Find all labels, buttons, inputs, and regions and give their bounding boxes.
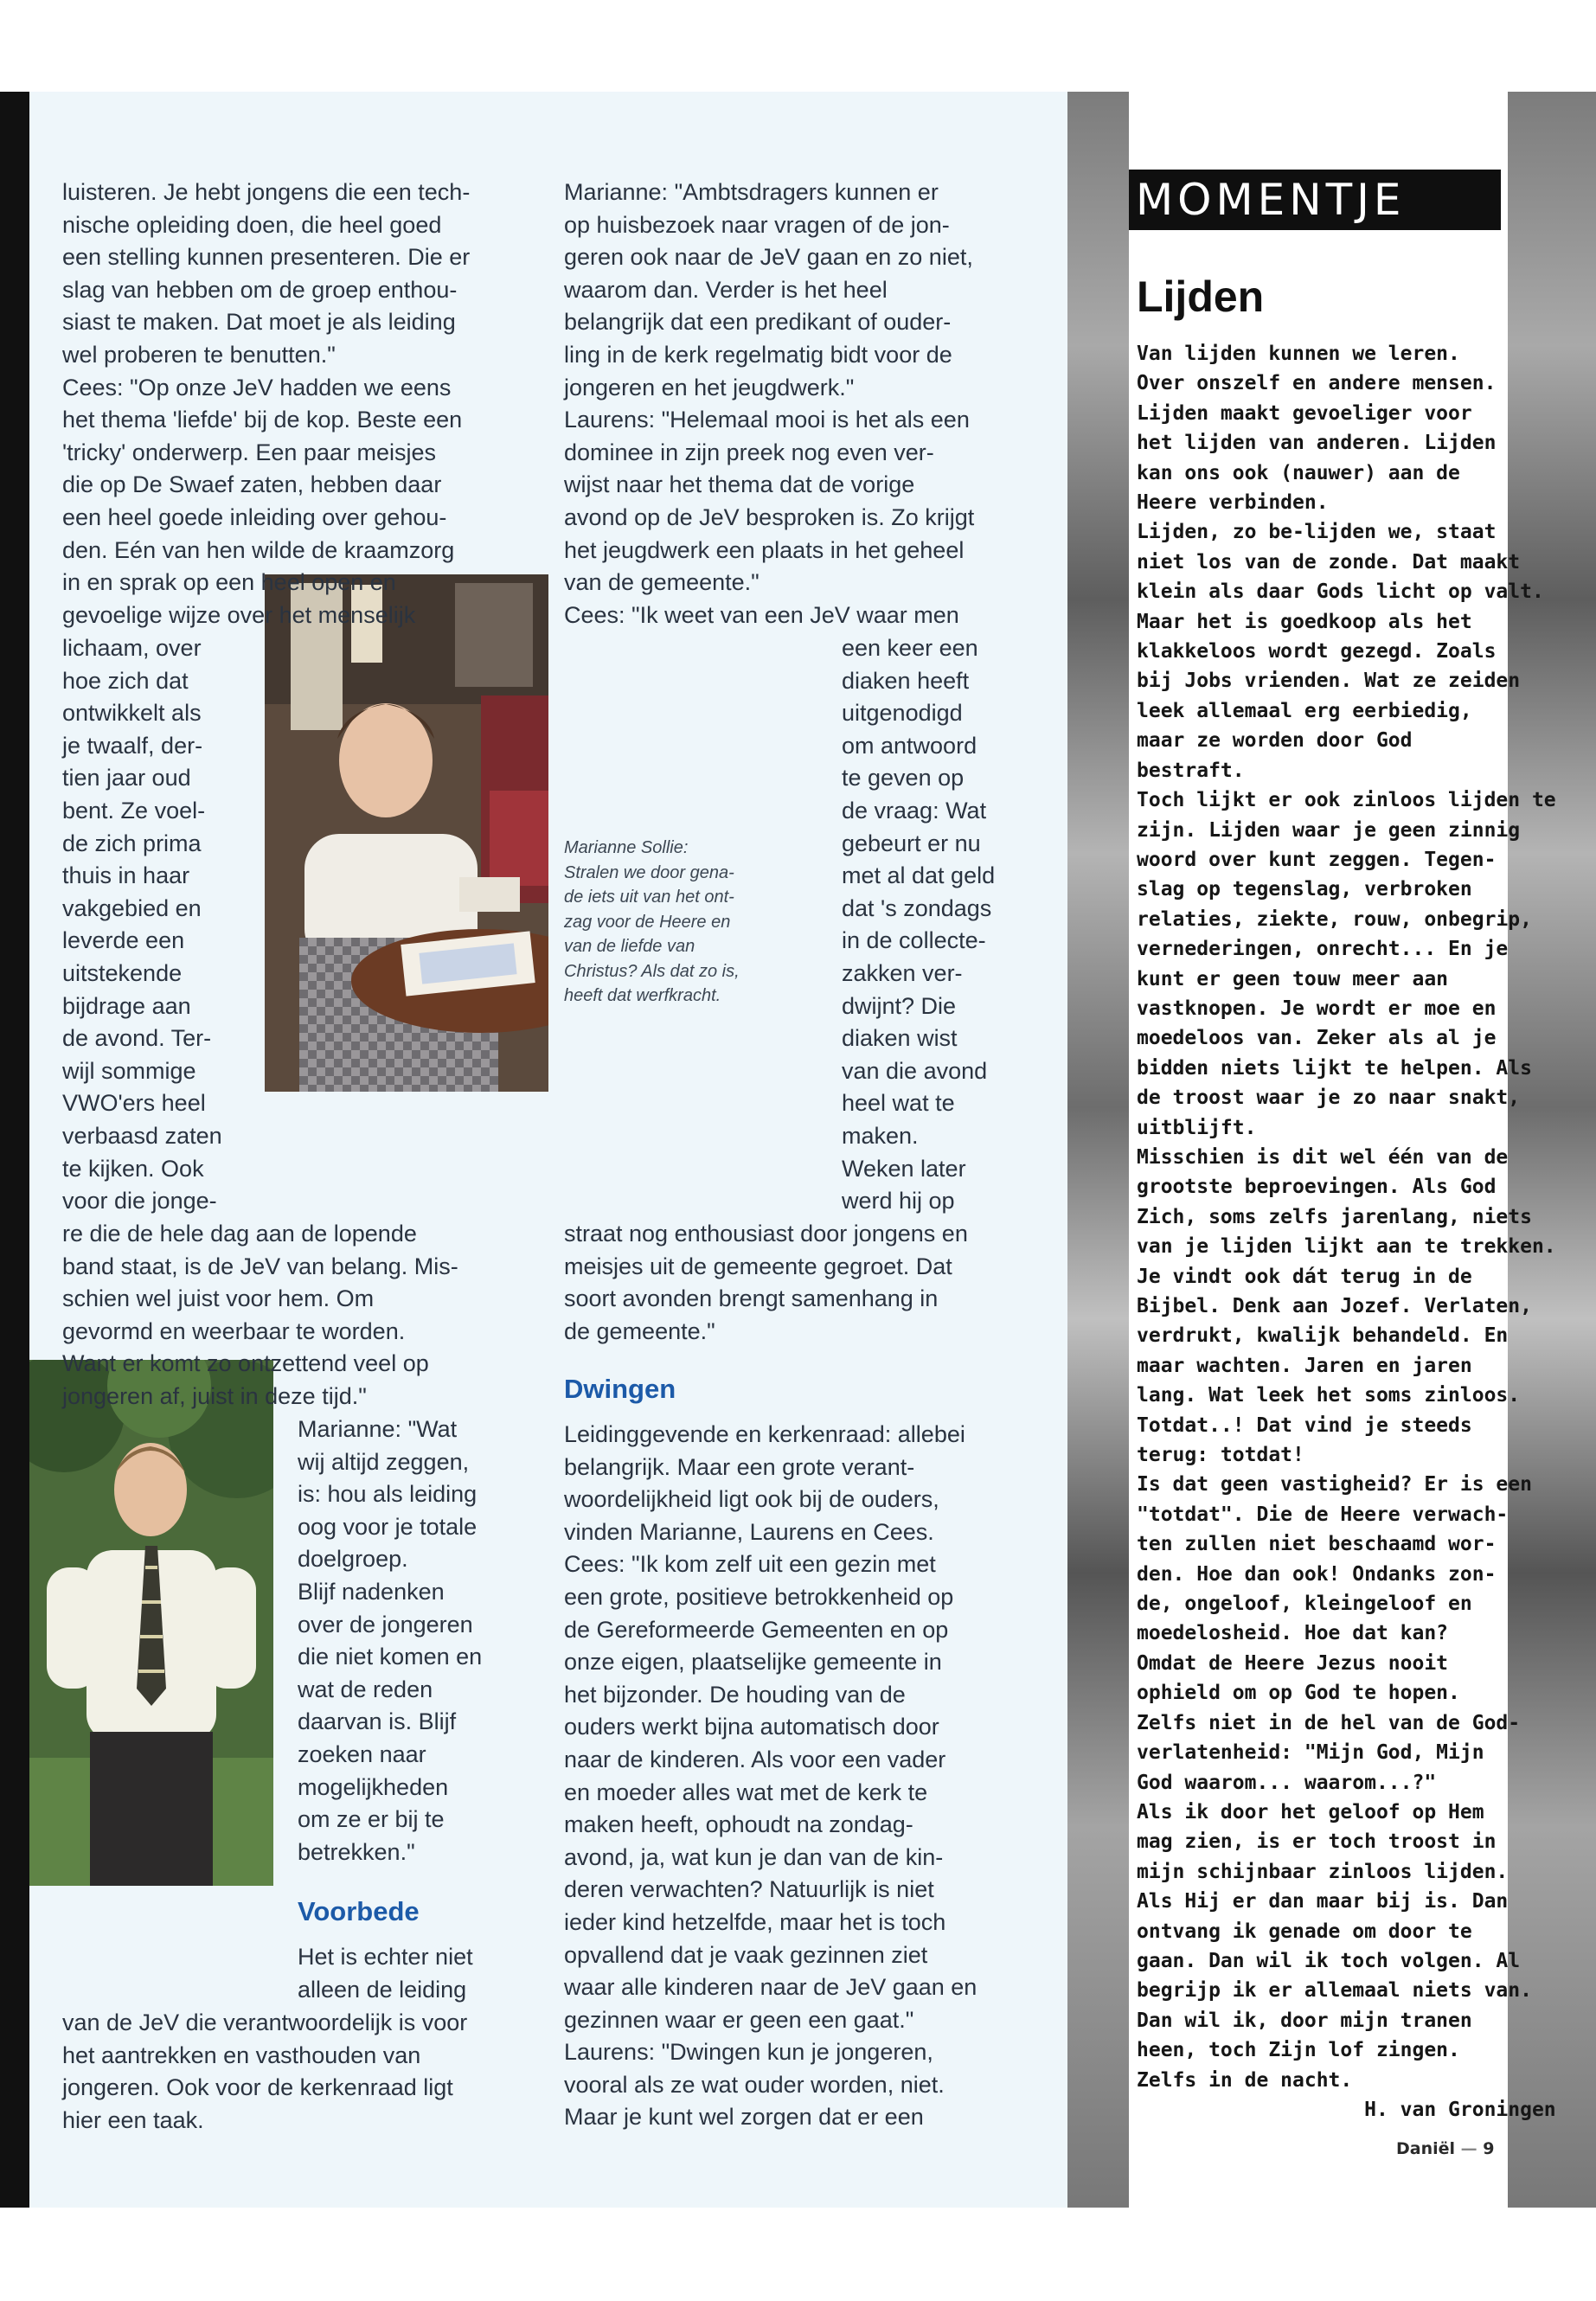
- text-line: Blijf nadenken: [298, 1578, 445, 1605]
- text-line: Laurens: "Dwingen kun je jongeren,: [564, 2039, 933, 2066]
- text-line: band staat, is de JeV van belang. Mis-: [62, 1253, 458, 1279]
- sidebar-line: het lijden van anderen. Lijden: [1137, 432, 1497, 455]
- text-line: de Gereformeerde Gemeenten en op: [564, 1616, 949, 1643]
- text-line: voor die jonge-: [62, 1188, 217, 1215]
- text-line: belangrijk dat een predikant of ouder-: [564, 309, 952, 336]
- text-line: Leidinggevende en kerkenraad: allebei: [564, 1421, 965, 1447]
- column-1-middle: [62, 1218, 458, 1413]
- text-line: uitstekende: [62, 959, 183, 986]
- text-line: Christus? Als dat zo is,: [564, 961, 740, 981]
- text-line: de zich prima: [62, 830, 202, 856]
- sidebar-line: Je vindt ook dát terug in de: [1137, 1265, 1472, 1288]
- text-line: VWO'ers heel: [62, 1090, 206, 1117]
- text-line: een keer een: [842, 635, 978, 661]
- text-line: Cees: "Op onze JeV hadden we eens: [62, 374, 452, 401]
- text-line: thuis in haar: [62, 862, 190, 889]
- magazine-name: Daniël: [1396, 2139, 1456, 2158]
- sidebar-line: "totdat". Die de Heere verwach-: [1137, 1503, 1509, 1526]
- sidebar-line: kunt er geen touw meer aan: [1137, 967, 1449, 990]
- sidebar-line: vastknopen. Je wordt er moe en: [1137, 997, 1497, 1020]
- text-line: diaken wist: [842, 1025, 958, 1052]
- text-line: Marianne: "Wat: [298, 1416, 458, 1442]
- sidebar-line: de troost waar je zo naar snakt,: [1137, 1086, 1521, 1110]
- text-line: soort avonden brengt samenhang in: [564, 1285, 939, 1312]
- text-line: ouders werkt bijna automatisch door: [564, 1714, 939, 1740]
- sidebar-line: den. Hoe dan ook! Ondanks zon-: [1137, 1562, 1497, 1586]
- text-line: heel wat te: [842, 1090, 955, 1117]
- text-line: Cees: "Ik kom zelf uit een gezin met: [564, 1551, 936, 1578]
- sidebar-line: bestraft.: [1137, 759, 1245, 782]
- text-line: schien wel juist voor hem. Om: [62, 1285, 375, 1312]
- sidebar-line: kan ons ook (nauwer) aan de: [1137, 461, 1460, 484]
- text-line: belangrijk. Maar een grote verant-: [564, 1453, 915, 1480]
- text-line: het aantrekken en vasthouden van: [62, 2041, 421, 2068]
- column-2-top: [564, 176, 974, 631]
- text-line: te kijken. Ook: [62, 1155, 204, 1182]
- text-line: oog voor je totale: [298, 1513, 478, 1540]
- text-line: re die de hele dag aan de lopende: [62, 1221, 417, 1247]
- text-line: daarvan is. Blijf: [298, 1708, 457, 1735]
- column-2-bottom: [564, 1419, 977, 2134]
- sidebar-line: ontvang ik genade om door te: [1137, 1920, 1472, 1943]
- text-line: wijst naar het thema dat de vorige: [564, 471, 915, 498]
- sidebar-line: terug: totdat!: [1137, 1444, 1304, 1467]
- sidebar-line: ten zullen niet beschaamd wor-: [1137, 1533, 1497, 1556]
- text-line: Cees: "Ik weet van een JeV waar men: [564, 601, 959, 628]
- text-line: werd hij op: [842, 1188, 955, 1215]
- text-line: den. Eén van hen wilde de kraamzorg: [62, 536, 455, 563]
- text-line: gebeurt er nu: [842, 830, 981, 856]
- text-line: een heel goede inleiding over gehou-: [62, 503, 447, 530]
- text-line: vooral als ze wat ouder worden, niet.: [564, 2071, 945, 2098]
- sidebar-line: Toch lijkt er ook zinloos lijden te: [1137, 789, 1556, 812]
- sidebar-line: bidden niets lijkt te helpen. Als: [1137, 1056, 1532, 1080]
- text-line: over de jongeren: [298, 1611, 473, 1638]
- text-line: Want er komt zo ontzettend veel op: [62, 1350, 429, 1377]
- text-line: die niet komen en: [298, 1644, 483, 1670]
- sidebar-line: de, ongeloof, kleingeloof en: [1137, 1593, 1472, 1616]
- sidebar-line: Lijden maakt gevoeliger voor: [1137, 401, 1472, 425]
- sidebar-line: Omdat de Heere Jezus nooit: [1137, 1651, 1449, 1675]
- text-line: deren verwachten? Natuurlijk is niet: [564, 1876, 934, 1903]
- sidebar-line: Bijbel. Denk aan Jozef. Verlaten,: [1137, 1295, 1532, 1317]
- sidebar-line: heen, toch Zijn lof zingen.: [1137, 2039, 1460, 2062]
- text-line: gezinnen waar er geen een gaat.": [564, 2006, 914, 2033]
- page-edge-strip: [0, 92, 29, 2208]
- text-line: betrekken.": [298, 1838, 415, 1865]
- sidebar-line: zijn. Lijden waar je geen zinnig: [1137, 818, 1521, 842]
- sidebar-line: maar wachten. Jaren en jaren: [1137, 1354, 1472, 1377]
- text-line: avond, ja, wat kun je dan van de kin-: [564, 1843, 944, 1870]
- sidebar-line: uitblijft.: [1137, 1116, 1257, 1139]
- text-line: die op De Swaef zaten, hebben daar: [62, 471, 442, 498]
- text-line: zoeken naar: [298, 1740, 426, 1767]
- sidebar-line: Over onszelf en andere mensen.: [1137, 372, 1497, 395]
- text-line: lichaam, over: [62, 635, 202, 661]
- sidebar-line: grootste beproevingen. Als God: [1137, 1176, 1497, 1199]
- text-line: gevormd en weerbaar te worden.: [62, 1317, 406, 1344]
- text-line: ontwikkelt als: [62, 700, 202, 727]
- text-line: het jeugdwerk een plaats in het geheel: [564, 536, 965, 563]
- sidebar-line: Is dat geen vastigheid? Er is een: [1137, 1473, 1532, 1497]
- text-line: 'tricky' onderwerp. Een paar meisjes: [62, 439, 436, 465]
- text-line: zakken ver-: [842, 959, 963, 986]
- sidebar-line: woord over kunt zeggen. Tegen-: [1137, 848, 1497, 871]
- text-line: de avond. Ter-: [62, 1025, 212, 1052]
- sidebar-line: slag op tegenslag, verbroken: [1137, 878, 1472, 901]
- text-line: doelgroep.: [298, 1546, 408, 1573]
- sidebar-section-title: MOMENTJE: [1136, 175, 1406, 225]
- text-line: maken.: [842, 1122, 919, 1149]
- text-line: naar de kinderen. Als voor een vader: [564, 1746, 946, 1772]
- text-line: je twaalf, der-: [62, 732, 203, 759]
- sidebar-line: van je lijden lijkt aan te trekken.: [1137, 1235, 1556, 1259]
- text-line: vakgebied en: [62, 894, 202, 921]
- text-line: van die avond: [842, 1057, 988, 1084]
- sidebar-line: Heere verbinden.: [1137, 491, 1329, 515]
- text-line: op huisbezoek naar vragen of de jon-: [564, 211, 950, 238]
- sidebar-line: Maar het is goedkoop als het: [1137, 610, 1472, 633]
- text-line: maken heeft, ophoudt na zondag-: [564, 1811, 913, 1838]
- sidebar-line: Zelfs in de nacht.: [1137, 2068, 1353, 2092]
- heading-dwingen: Dwingen: [564, 1374, 676, 1404]
- text-line: de iets uit van het ont-: [564, 888, 734, 907]
- text-line: Maar je kunt wel zorgen dat er een: [564, 2104, 924, 2131]
- text-line: wij altijd zeggen,: [298, 1448, 470, 1475]
- text-line: van de gemeente.": [564, 569, 760, 596]
- text-line: uitgenodigd: [842, 700, 963, 727]
- text-line: waarom dan. Verder is het heel: [564, 276, 888, 303]
- text-line: in en sprak op een heel open en: [62, 569, 396, 596]
- text-line: ieder kind hetzelfde, maar het is toch: [564, 1908, 946, 1935]
- text-line: het thema 'liefde' bij de kop. Beste een: [62, 407, 463, 433]
- text-line: geren ook naar de JeV gaan en zo niet,: [564, 244, 973, 271]
- text-line: een grote, positieve betrokkenheid op: [564, 1583, 954, 1610]
- sidebar-line: klein als daar Gods licht op valt.: [1137, 580, 1544, 604]
- text-line: opvallend dat je vaak gezinnen ziet: [564, 1941, 928, 1968]
- text-line: avond op de JeV besproken is. Zo krijgt: [564, 503, 975, 530]
- text-line: hier een taak.: [62, 2106, 204, 2133]
- text-line: diaken heeft: [842, 667, 970, 694]
- text-line: jongeren af, juist in deze tijd.": [62, 1382, 367, 1409]
- text-line: om ze er bij te: [298, 1806, 445, 1833]
- page-number: 9: [1483, 2139, 1495, 2158]
- sidebar-line: vernederingen, onrecht... En je: [1137, 938, 1509, 961]
- sidebar-line: Zelfs niet in de hel van de God-: [1137, 1711, 1521, 1734]
- sidebar-title: Lijden: [1137, 272, 1265, 321]
- column-2-middle: [564, 1218, 968, 1348]
- sidebar-line: mijn schijnbaar zinloos lijden.: [1137, 1860, 1509, 1883]
- sidebar-line: ophield om op God te hopen.: [1137, 1682, 1460, 1705]
- column-2-wrap-around-caption: [842, 632, 995, 1218]
- text-line: straat nog enthousiast door jongens en: [564, 1221, 968, 1247]
- text-line: in de collecte-: [842, 927, 986, 954]
- text-line: Het is echter niet: [298, 1944, 473, 1970]
- text-line: Stralen we door gena-: [564, 862, 734, 882]
- text-line: siast te maken. Dat moet je als leiding: [62, 309, 456, 336]
- sidebar-line: verlatenheid: "Mijn God, Mijn: [1137, 1741, 1484, 1765]
- photo-laurens: [29, 1360, 273, 1886]
- text-line: Marianne: "Ambtsdragers kunnen er: [564, 179, 939, 205]
- sidebar-line: Als ik door het geloof op Hem: [1137, 1800, 1484, 1823]
- text-line: slag van hebben om de groep enthou-: [62, 276, 458, 303]
- column-1-top: [62, 176, 470, 631]
- sidebar-line: verdrukt, kwalijk behandeld. En: [1137, 1324, 1509, 1348]
- column-1-wrap-around-photo: [62, 632, 222, 1218]
- text-line: wat de reden: [298, 1676, 433, 1702]
- text-line: het bijzonder. De houding van de: [564, 1681, 906, 1708]
- page-footer: Daniël — 9: [1396, 2139, 1495, 2158]
- sidebar-line: Totdat..! Dat vind je steeds: [1137, 1413, 1472, 1437]
- sidebar-line: Dan wil ik, door mijn tranen: [1137, 2009, 1472, 2032]
- text-line: Weken later: [842, 1155, 966, 1182]
- text-line: van de JeV die verantwoordelijk is voor: [62, 2009, 468, 2035]
- text-line: wijl sommige: [62, 1057, 196, 1084]
- text-line: de gemeente.": [564, 1317, 715, 1344]
- sidebar-line: lang. Wat leek het soms zinloos.: [1137, 1384, 1521, 1407]
- text-line: nische opleiding doen, die heel goed: [62, 211, 442, 238]
- sidebar-line: leek allemaal erg eerbiedig,: [1137, 699, 1472, 722]
- text-line: bent. Ze voel-: [62, 797, 206, 824]
- column-1-bottom: [62, 2007, 467, 2137]
- text-line: dwijnt? Die: [842, 992, 957, 1019]
- text-line: hoe zich dat: [62, 667, 189, 694]
- text-line: is: hou als leiding: [298, 1481, 478, 1508]
- sidebar-line: niet los van de zonde. Dat maakt: [1137, 550, 1521, 574]
- text-line: te geven op: [842, 765, 965, 792]
- text-line: ling in de kerk regelmatig bidt voor de: [564, 341, 952, 368]
- text-line: Laurens: "Helemaal mooi is het als een: [564, 407, 970, 433]
- text-line: van de liefde van: [564, 937, 695, 956]
- column-1-quote-beside-photo: [298, 1413, 482, 1868]
- man-outdoors-illustration: [29, 1360, 273, 1886]
- text-line: luisteren. Je hebt jongens die een tech-: [62, 179, 471, 205]
- text-line: de vraag: Wat: [842, 797, 987, 824]
- text-line: bijdrage aan: [62, 992, 191, 1019]
- sidebar-author: H. van Groningen: [1364, 2098, 1556, 2121]
- text-line: waar alle kinderen naar de JeV gaan en: [564, 1974, 977, 2001]
- sidebar-line: gaan. Dan wil ik toch volgen. Al: [1137, 1949, 1521, 1972]
- text-line: meisjes uit de gemeente gegroet. Dat: [564, 1253, 952, 1279]
- text-line: gevoelige wijze over het menselijk: [62, 601, 416, 628]
- text-line: woordelijkheid ligt ook bij de ouders,: [564, 1486, 939, 1513]
- sidebar-line: relaties, ziekte, rouw, onbegrip,: [1137, 907, 1532, 931]
- text-line: een stelling kunnen presenteren. Die er: [62, 244, 471, 271]
- column-1-voorbede-wrap: [298, 1941, 473, 2006]
- sidebar-line: Lijden, zo be-lijden we, staat: [1137, 521, 1497, 544]
- text-line: jongeren en het jeugdwerk.": [564, 374, 855, 401]
- text-line: alleen de leiding: [298, 1976, 467, 2003]
- text-line: en moeder alles wat met de kerk te: [564, 1779, 928, 1805]
- text-line: vinden Marianne, Laurens en Cees.: [564, 1518, 934, 1545]
- text-line: met al dat geld: [842, 862, 996, 889]
- sidebar-line: Misschien is dit wel één van de: [1137, 1145, 1509, 1169]
- heading-voorbede: Voorbede: [298, 1896, 420, 1926]
- photo-caption: [564, 836, 740, 1009]
- text-line: zag voor de Heere en: [564, 912, 731, 932]
- text-line: onze eigen, plaatselijke gemeente in: [564, 1649, 942, 1676]
- sidebar-body: [1137, 339, 1556, 2125]
- photo-marianne-sollie: [265, 574, 548, 1092]
- text-line: dat 's zondags: [842, 894, 992, 921]
- text-line: tien jaar oud: [62, 765, 191, 792]
- text-line: Marianne Sollie:: [564, 838, 689, 857]
- sidebar-line: God waarom... waarom...?": [1137, 1771, 1437, 1794]
- sidebar-line: klakkeloos wordt gezegd. Zoals: [1137, 640, 1497, 663]
- sidebar-line: Van lijden kunnen we leren.: [1137, 343, 1460, 365]
- text-line: wel proberen te benutten.": [62, 341, 336, 368]
- sidebar-line: bij Jobs vrienden. Wat ze zeiden: [1137, 670, 1521, 693]
- sidebar-line: begrijp ik er allemaal niets van.: [1137, 1979, 1532, 2003]
- text-line: leverde een: [62, 927, 185, 954]
- text-line: verbaasd zaten: [62, 1122, 222, 1149]
- text-line: om antwoord: [842, 732, 977, 759]
- sidebar-line: moedeloos van. Zeker als al je: [1137, 1027, 1497, 1050]
- sidebar-line: mag zien, is er toch troost in: [1137, 1830, 1497, 1854]
- sidebar-line: maar ze worden door God: [1137, 729, 1413, 753]
- sidebar-line: Zich, soms zelfs jarenlang, niets: [1137, 1205, 1532, 1228]
- woman-at-desk-illustration: [265, 574, 548, 1092]
- sidebar-line: Als Hij er dan maar bij is. Dan: [1137, 1890, 1509, 1913]
- sidebar-line: moedelosheid. Hoe dat kan?: [1137, 1622, 1449, 1645]
- text-line: heeft dat werfkracht.: [564, 986, 721, 1005]
- text-line: dominee in zijn preek nog even ver-: [564, 439, 934, 465]
- text-line: mogelijkheden: [298, 1773, 449, 1800]
- text-line: jongeren. Ook voor de kerkenraad ligt: [62, 2074, 453, 2101]
